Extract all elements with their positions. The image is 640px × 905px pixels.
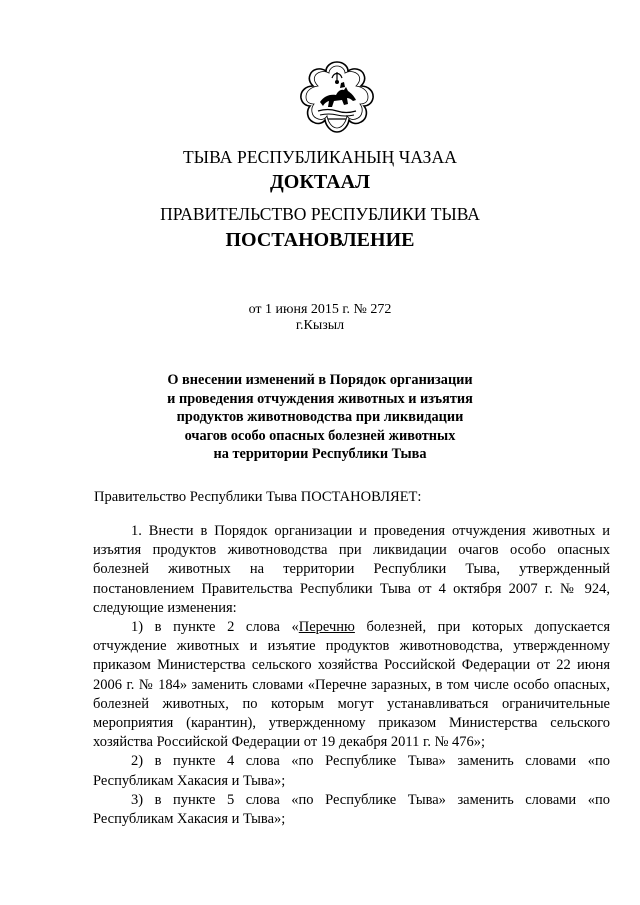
- title-line: продуктов животноводства при ликвидации: [176, 409, 464, 425]
- russian-document-type: ПОСТАНОВЛЕНИЕ: [225, 229, 415, 251]
- paragraph-2-start: 1) в пункте 2 слова «: [131, 619, 299, 636]
- title-line: на территории Республики Тыва: [213, 446, 427, 462]
- title-line: О внесении изменений в Порядок организации: [167, 372, 473, 388]
- paragraph-2: [93, 618, 610, 752]
- paragraph-2-rest: болезней, при которых допускается отчуждение животных и изъятие продуктов животноводства, утвержденному приказом Министерства сельского хозяйства Российской Федерации от 22 июня 2006 г. № 184» заменить словами «Перечне заразных, в том числе особо опасных, болезней животных, по которым могут устанавливаться ограничительные мероприятия (карантин), утвержденному приказом Министерства сельского хозяйства Российской Федерации от 19 декабря 2011 г. № 476»;: [93, 619, 610, 751]
- document-title: [0, 371, 640, 464]
- paragraph-1: 1. Внести в Порядок организации и проведения отчуждения животных и изъятия продуктов животноводства при ликвидации очагов особо опасных болезней животных на территории Республики Тыва, утвержденный постановлением Правительства Республики Тыва от 4 октября 2007 г. № 924, следующие изменения:: [93, 523, 610, 616]
- underlined-word: Перечню: [298, 619, 355, 636]
- paragraph-4: 3) в пункте 5 слова «по Республике Тыва» заменить словами «по Республикам Хакасия и Тыва»;: [93, 791, 610, 828]
- paragraph-3: 2) в пункте 4 слова «по Республике Тыва» заменить словами «по Республикам Хакасия и Тыва»;: [93, 753, 610, 789]
- tyva-document-type: ДОКТААЛ: [270, 171, 370, 193]
- title-line: и проведения отчуждения животных и изъятия: [167, 390, 473, 407]
- date-and-number: от 1 июня 2015 г. № 272: [248, 302, 392, 317]
- resolution-lead: Правительство Республики Тыва ПОСТАНОВЛЯЕТ:: [94, 489, 422, 505]
- coat-of-arms-emblem: [294, 58, 380, 136]
- title-line: очагов особо опасных болезней животных: [184, 427, 456, 444]
- tyva-government-header: ТЫВА РЕСПУБЛИКАНЫҢ ЧАЗАА: [182, 147, 458, 167]
- document-body: [93, 522, 610, 829]
- russian-government-header: ПРАВИТЕЛЬСТВО РЕСПУБЛИКИ ТЫВА: [160, 204, 480, 224]
- city: г.Кызыл: [295, 318, 345, 333]
